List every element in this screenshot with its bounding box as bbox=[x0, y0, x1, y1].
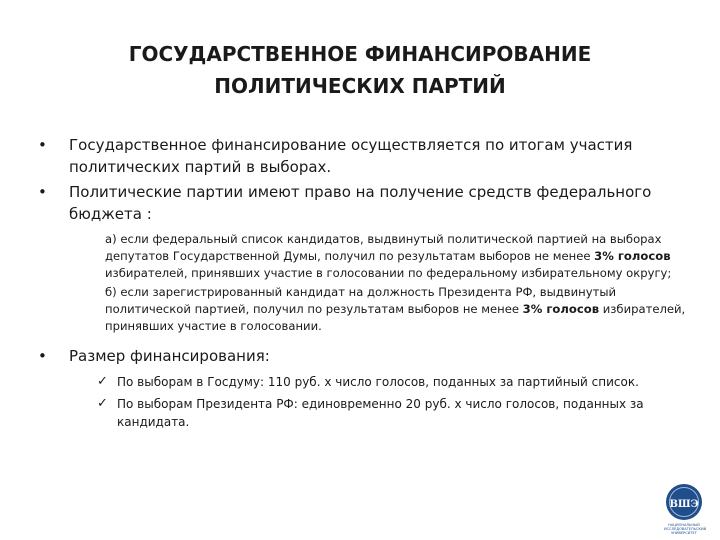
bullet-item bbox=[36, 134, 686, 178]
logo-ring bbox=[669, 487, 699, 517]
sub-item-b-bold: 3% голосов bbox=[522, 302, 600, 316]
bullet-text: Государственное финансирование осуществляется по итогам участия политических партий в выборах. bbox=[69, 136, 633, 176]
bullet-dot: • bbox=[38, 183, 47, 201]
logo-letters: ВШЭ bbox=[669, 499, 699, 510]
sub-item-b-text-1: б) если зарегистрированный кандидат на должность Президента РФ, выдвинутый политической партией, получил по результатам выборов не менее bbox=[105, 285, 617, 316]
sub-list bbox=[36, 231, 686, 335]
slide-title bbox=[60, 38, 660, 102]
logo-caption: НАЦИОНАЛЬНЫЙ ИССЛЕДОВАТЕЛЬСКИЙ УНИВЕРСИТЕТ bbox=[664, 523, 707, 535]
title-line-2: ПОЛИТИЧЕСКИХ ПАРТИЙ bbox=[214, 74, 506, 98]
title-line-1: ГОСУДАРСТВЕННОЕ ФИНАНСИРОВАНИЕ bbox=[128, 42, 592, 66]
bullet-text: Политические партии имеют право на получение средств федерального бюджета : bbox=[69, 183, 652, 223]
checkmark-icon: ✓ bbox=[97, 374, 108, 389]
sub-item-b bbox=[105, 284, 686, 335]
bullet-text: Размер финансирования: bbox=[69, 347, 270, 365]
check-text: По выборам в Госдуму: 110 руб. х число голосов, поданных за партийный список. bbox=[117, 375, 639, 389]
checkmark-icon: ✓ bbox=[97, 396, 108, 411]
bullet-item bbox=[36, 181, 686, 225]
university-logo bbox=[664, 484, 707, 536]
check-text: По выборам Президента РФ: единовременно 20 руб. х число голосов, поданных за кандидата. bbox=[117, 397, 644, 429]
bullet-dot: • bbox=[38, 347, 47, 365]
check-list bbox=[36, 373, 686, 431]
check-item bbox=[95, 373, 686, 391]
sub-item-b-text-2: избирателей, принявших участие в голосовании. bbox=[105, 302, 686, 333]
sub-item-a-text-2: избирателей, принявших участие в голосовании по федеральному избирательному округу; bbox=[105, 266, 672, 280]
bullet-dot: • bbox=[38, 136, 47, 154]
check-item bbox=[95, 395, 686, 431]
sub-item-a-bold: 3% голосов bbox=[594, 249, 671, 263]
sub-item-a bbox=[105, 231, 686, 282]
bullet-item bbox=[36, 345, 686, 367]
bullet-list bbox=[36, 134, 686, 435]
sub-item-a-text-1: а) если федеральный список кандидатов, выдвинутый политической партией на выборах депутатов Государственной Думы, получил по результатам выборов не менее bbox=[105, 232, 662, 263]
